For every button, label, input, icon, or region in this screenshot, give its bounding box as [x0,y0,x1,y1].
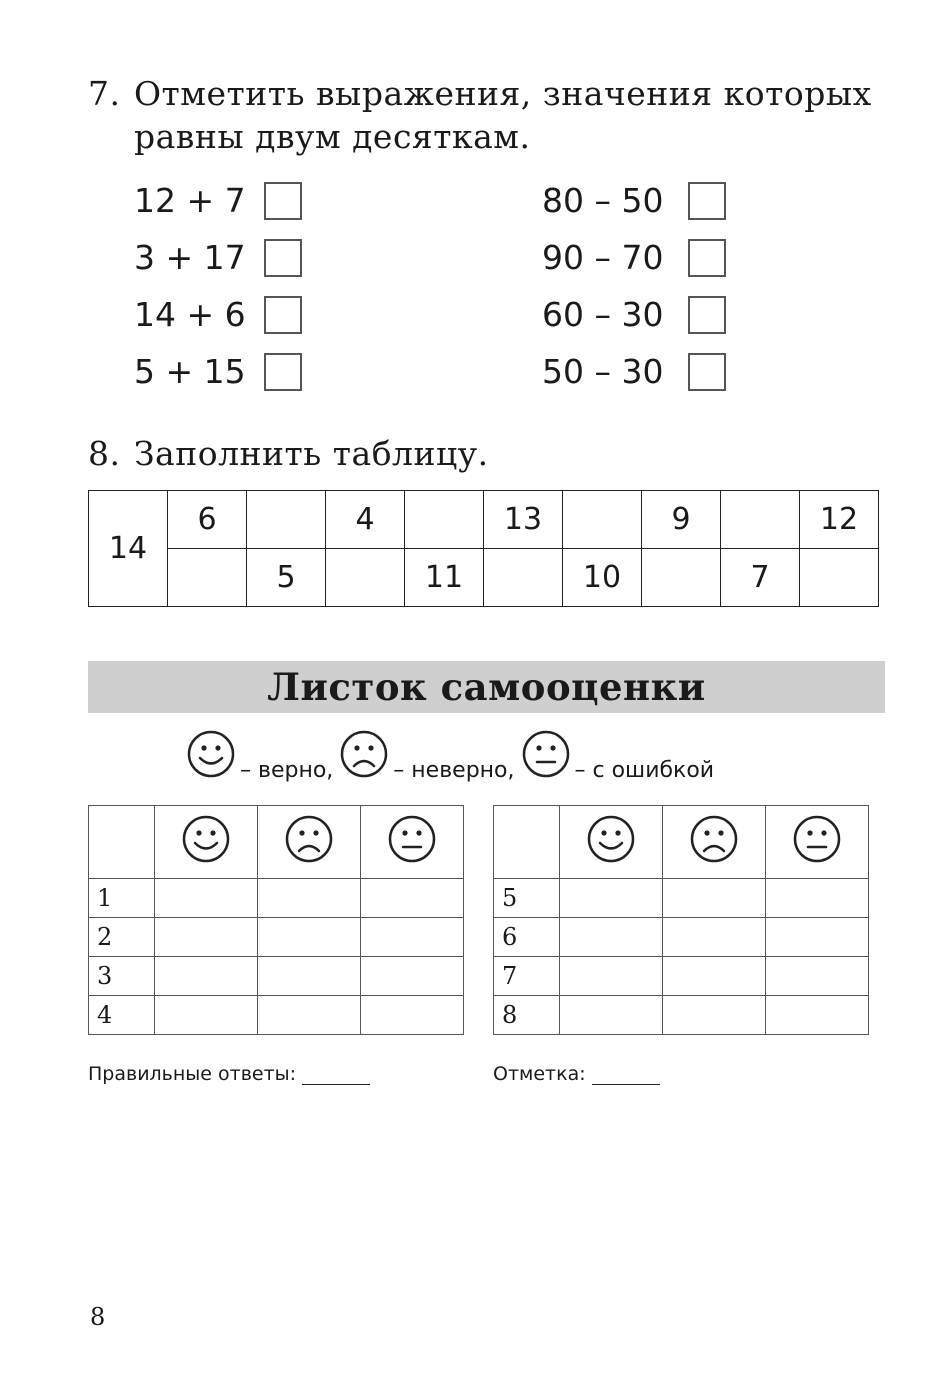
assessment-cell[interactable] [663,918,766,957]
frown-icon [339,729,389,779]
table-cell: 7 [721,549,800,607]
assessment-cell[interactable] [560,918,663,957]
table-cell: 11 [405,549,484,607]
mark-field [493,1063,660,1085]
task7-number: 7. [88,74,121,113]
mark-label: Отметка: [493,1063,586,1085]
answer-checkbox[interactable] [264,239,302,277]
answer-checkbox[interactable] [688,182,726,220]
table-cell-empty[interactable] [405,491,484,549]
assessment-cell[interactable] [258,879,361,918]
expression-row [542,286,726,343]
assessment-cell[interactable] [560,879,663,918]
expression-text: 12 + 7 [134,181,246,220]
expression-text: 50 – 30 [542,352,664,391]
table-cell: 12 [800,491,879,549]
expression-text: 3 + 17 [134,238,246,277]
assessment-cell[interactable] [258,957,361,996]
table-row [494,996,869,1035]
task-number: 6 [494,918,560,957]
smile-icon [586,814,636,864]
assessment-cell[interactable] [155,879,258,918]
right-expressions [542,172,726,400]
task-number: 8 [494,996,560,1035]
table-cell: 10 [563,549,642,607]
assessment-cell[interactable] [766,879,869,918]
assessment-cell[interactable] [663,879,766,918]
frown-icon [284,814,334,864]
answer-checkbox[interactable] [264,353,302,391]
table-cell-empty[interactable] [247,491,326,549]
task-number: 7 [494,957,560,996]
neutral-face-icon [387,814,437,864]
expression-row [542,229,726,286]
expression-row [542,172,726,229]
assessment-cell[interactable] [155,918,258,957]
table-cell-empty[interactable] [563,491,642,549]
legend-text: – с ошибкой [574,758,715,783]
assessment-cell[interactable] [361,996,464,1035]
expression-row [134,172,302,229]
task-number: 2 [89,918,155,957]
task8-number: 8. [88,434,121,473]
assessment-cell[interactable] [560,957,663,996]
page-number: 8 [90,1303,106,1331]
table-cell: 13 [484,491,563,549]
self-assessment-table-left [88,805,464,1035]
legend-text: – верно, [240,758,334,783]
answer-checkbox[interactable] [264,182,302,220]
legend-text: – неверно, [393,758,515,783]
table-row [494,957,869,996]
fill-table [88,490,879,607]
table-row [494,879,869,918]
expression-text: 14 + 6 [134,295,246,334]
expression-row [134,229,302,286]
table-row [89,879,464,918]
assessment-cell[interactable] [361,957,464,996]
answer-checkbox[interactable] [688,353,726,391]
table-row [89,996,464,1035]
answer-checkbox[interactable] [688,239,726,277]
task-number: 1 [89,879,155,918]
table-head-cell: 14 [89,491,168,607]
assessment-cell[interactable] [361,879,464,918]
table-cell: 9 [642,491,721,549]
table-header-row [494,806,869,879]
assessment-cell[interactable] [155,996,258,1035]
table-cell-empty[interactable] [168,549,247,607]
table-header-row [89,806,464,879]
correct-answers-field [88,1063,370,1085]
assessment-cell[interactable] [155,957,258,996]
frown-icon [689,814,739,864]
self-assessment-table-right [493,805,869,1035]
table-cell-empty[interactable] [642,549,721,607]
assessment-cell[interactable] [766,918,869,957]
task7-title-line2: равны двум десяткам. [134,117,531,156]
assessment-cell[interactable] [560,996,663,1035]
smile-icon [181,814,231,864]
expression-row [134,343,302,400]
neutral-face-icon [792,814,842,864]
assessment-cell[interactable] [663,996,766,1035]
table-row [494,918,869,957]
column-header [361,806,464,879]
expression-text: 60 – 30 [542,295,664,334]
table-row-bottom [89,549,879,607]
answer-checkbox[interactable] [688,296,726,334]
column-header [560,806,663,879]
column-header [766,806,869,879]
answer-checkbox[interactable] [264,296,302,334]
correct-answers-label: Правильные ответы: [88,1063,297,1085]
task7-title [88,72,898,158]
task8-title [88,432,898,475]
task8-title-text: Заполнить таблицу. [134,434,489,473]
left-expressions [134,172,302,400]
correct-answers-blank[interactable] [302,1066,370,1085]
assessment-cell[interactable] [258,996,361,1035]
legend [186,733,714,785]
expression-text: 80 – 50 [542,181,664,220]
legend-item [186,729,333,785]
expression-row [134,286,302,343]
self-assessment-title: Листок самооценки [88,661,885,713]
column-header [258,806,361,879]
assessment-cell[interactable] [361,918,464,957]
expression-row [542,343,726,400]
task-number: 4 [89,996,155,1035]
assessment-cell[interactable] [258,918,361,957]
column-header [663,806,766,879]
task7-title-line1: Отметить выражения, значения которых [134,74,872,113]
table-cell-empty[interactable] [484,549,563,607]
table-row-top [89,491,879,549]
assessment-cell[interactable] [766,996,869,1035]
table-cell-empty[interactable] [721,491,800,549]
legend-item [339,729,514,785]
table-cell: 6 [168,491,247,549]
task-number: 3 [89,957,155,996]
legend-item [521,729,715,785]
column-header [155,806,258,879]
table-row [89,957,464,996]
smile-icon [186,729,236,779]
table-cell-empty[interactable] [800,549,879,607]
mark-blank[interactable] [592,1066,660,1085]
assessment-cell[interactable] [766,957,869,996]
table-cell: 4 [326,491,405,549]
task-number: 5 [494,879,560,918]
neutral-face-icon [521,729,571,779]
table-cell: 5 [247,549,326,607]
assessment-cell[interactable] [663,957,766,996]
expression-text: 5 + 15 [134,352,246,391]
table-row [89,918,464,957]
table-cell-empty[interactable] [326,549,405,607]
expression-text: 90 – 70 [542,238,664,277]
